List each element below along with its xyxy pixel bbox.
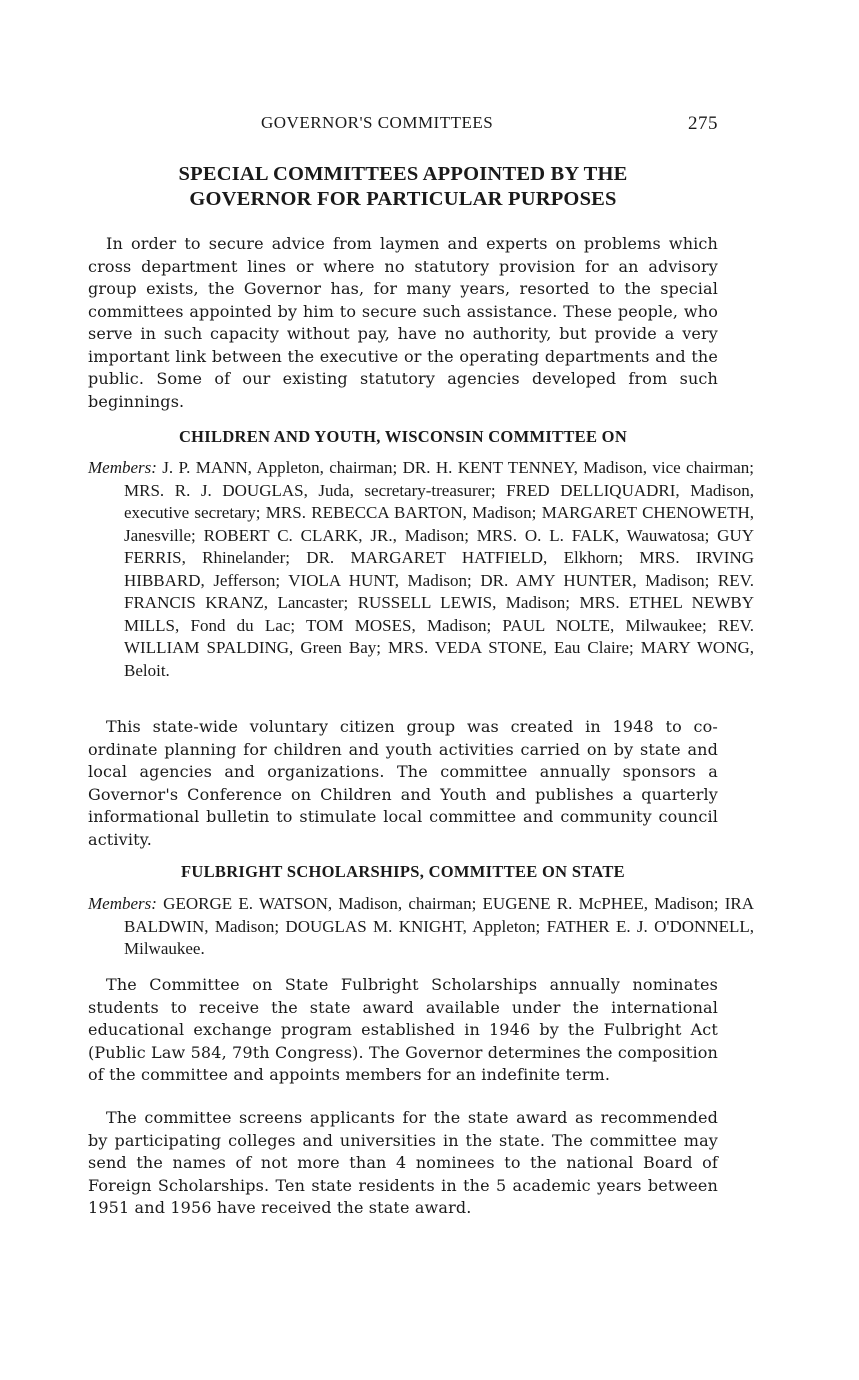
children-committee-members [88, 457, 754, 682]
fulbright-committee-heading: FULBRIGHT SCHOLARSHIPS, COMMITTEE ON STATE [181, 862, 625, 881]
page-title [88, 162, 718, 212]
running-header [88, 113, 718, 137]
members-list: GEORGE E. WATSON, Madison, chairman; EUGENE R. McPHEE, Madison; IRA BALDWIN, Madison; DOUGLAS M. KNIGHT, Appleton; FATHER E. J. O'DONNELL, Milwaukee. [124, 894, 754, 958]
header-title: GOVERNOR'S COMMITTEES [261, 113, 494, 132]
intro-paragraph: In order to secure advice from laymen and experts on problems which cross department lines or where no statutory provision for an advisory group exists, the Governor has, for many years, resorted to the special committees appointed by him to secure such assistance. These people, who serve in such capacity without pay, have no authority, but provide a very important link between the executive or the operating departments and the public. Some of our existing statutory agencies developed from such beginnings. [88, 234, 718, 411]
fulbright-paragraph-1: The Committee on State Fulbright Scholarships annually nominates students to receive the state award available under the international educational exchange program established in 1946 by the Fulbright Act (Public Law 584, 79th Congress). The Governor determines the composition of the committee and appoints members for an indefinite term. [88, 975, 718, 1084]
page-title-line-1: SPECIAL COMMITTEES APPOINTED BY THE [178, 163, 628, 185]
children-committee-description: This state-wide voluntary citizen group was created in 1948 to co-ordinate planning for children and youth activities carried on by state and local agencies and organizations. The committee annually sponsors a Governor's Conference on Children and Youth and publishes a quarterly informational bulletin to stimulate local committee and community council activity. [88, 717, 718, 849]
page-number: 275 [688, 113, 718, 134]
fulbright-paragraph-2: The committee screens applicants for the state award as recommended by participating colleges and universities in the state. The committee may send the names of not more than 4 nominees to the national Board of Foreign Scholarships. Ten state residents in the 5 academic years between 1951 and 1956 have received the state award. [88, 1108, 718, 1217]
members-label: Members: [88, 894, 157, 913]
page-title-line-2: GOVERNOR FOR PARTICULAR PURPOSES [189, 188, 617, 210]
children-committee-heading: CHILDREN AND YOUTH, WISCONSIN COMMITTEE ON [178, 427, 628, 446]
members-label: Members: [88, 458, 157, 477]
fulbright-committee-members [88, 893, 754, 961]
members-list: J. P. MANN, Appleton, chairman; DR. H. KENT TENNEY, Madison, vice chairman; MRS. R. J. DOUGLAS, Juda, secretary-treasurer; FRED DELLIQUADRI, Madison, executive secretary; MRS. REBECCA BARTON, Madison; MARGARET CHENOWETH, Janesville; ROBERT C. CLARK, JR., Madison; MRS. O. L. FALK, Wauwatosa; GUY FERRIS, Rhinelander; DR. MARGARET HATFIELD, Elkhorn; MRS. IRVING HIBBARD, Jefferson; VIOLA HUNT, Madison; DR. AMY HUNTER, Madison; REV. FRANCIS KRANZ, Lancaster; RUSSELL LEWIS, Madison; MRS. ETHEL NEWBY MILLS, Fond du Lac; TOM MOSES, Madison; PAUL NOLTE, Milwaukee; REV. WILLIAM SPALDING, Green Bay; MRS. VEDA STONE, Eau Claire; MARY WONG, Beloit. [124, 458, 754, 680]
